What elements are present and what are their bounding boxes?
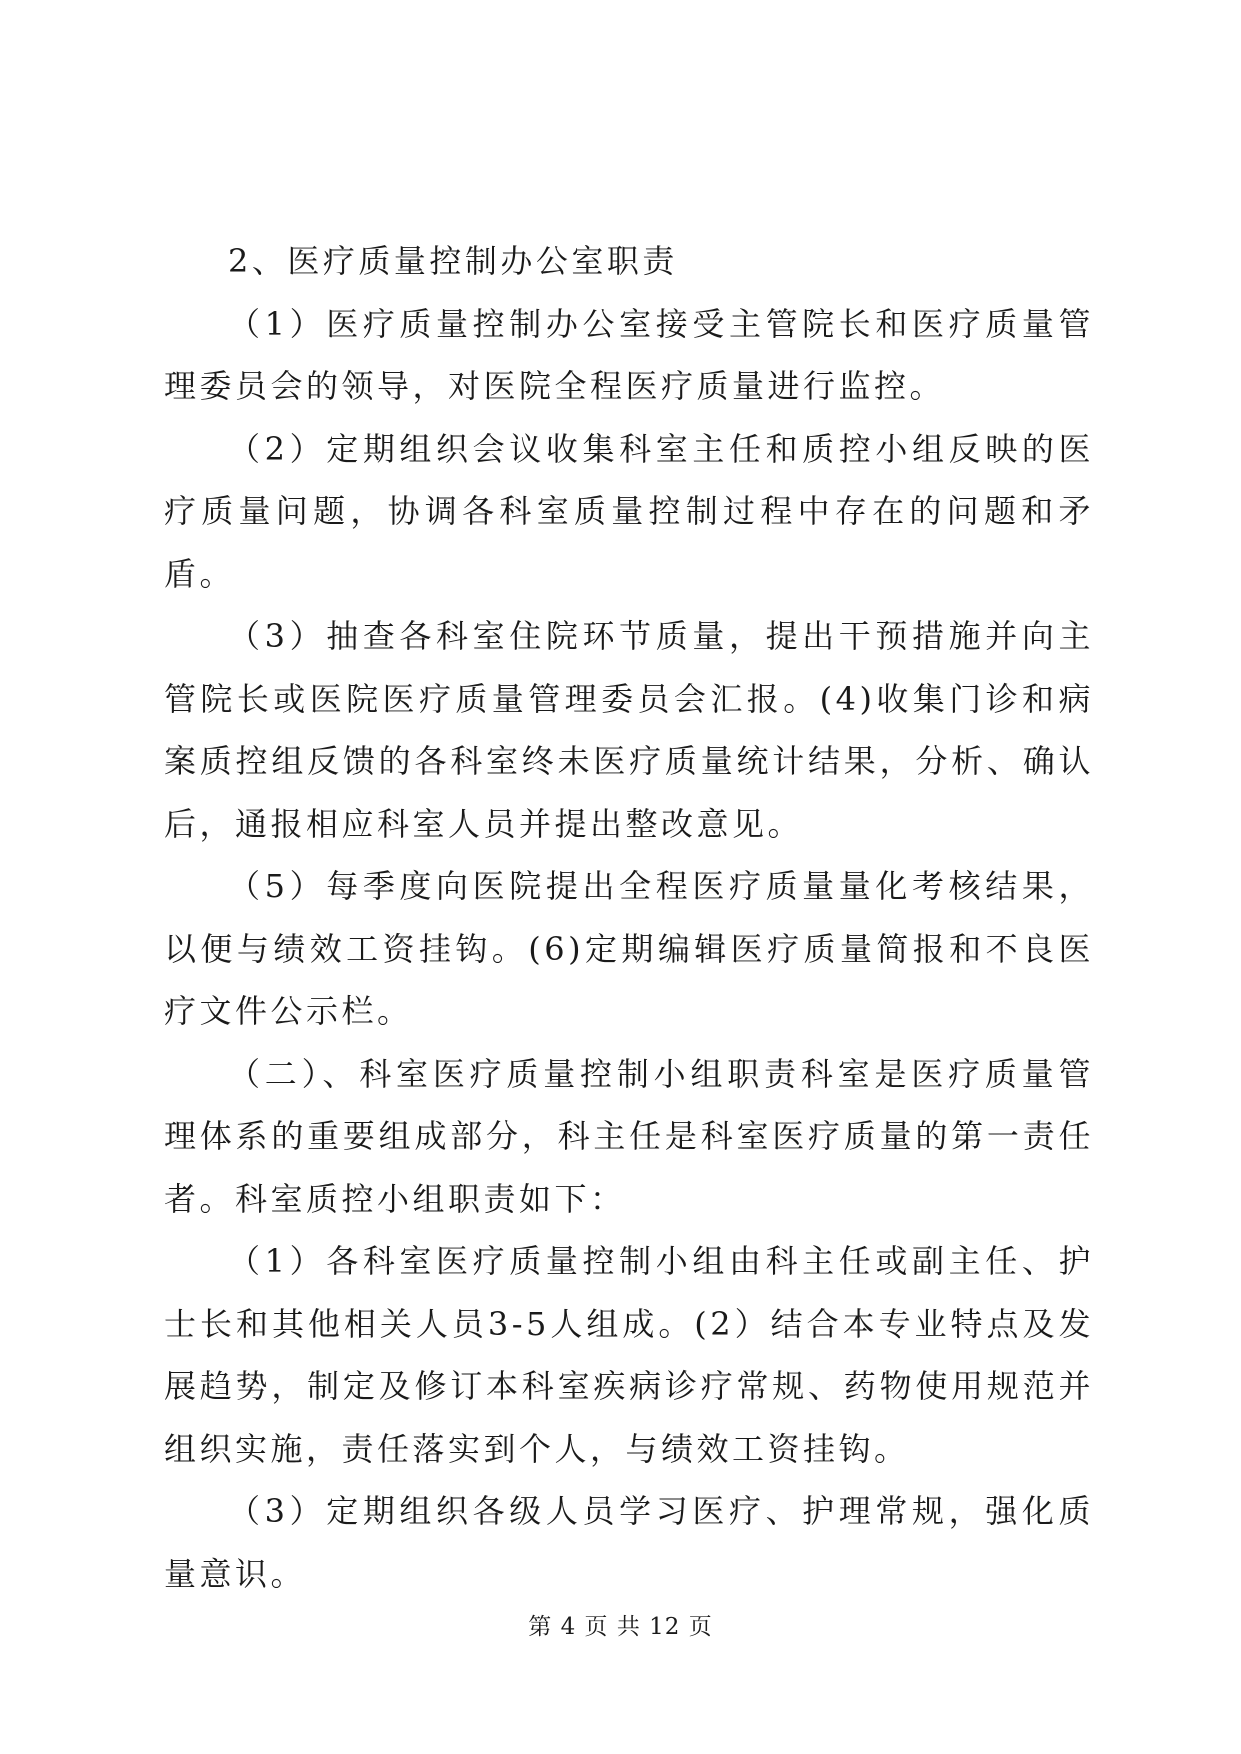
document-body xyxy=(164,230,1094,1605)
paragraph: （1）各科室医疗质量控制小组由科主任或副主任、护士长和其他相关人员3-5人组成。(2）结合本专业特点及发展趋势，制定及修订本科室疾病诊疗常规、药物使用规范并组织实施，责任落实到个人，与绩效工资挂钩。 xyxy=(164,1242,1094,1468)
paragraph: （二）、科室医疗质量控制小组职责科室是医疗质量管理体系的重要组成部分，科主任是科室医疗质量的第一责任者。科室质控小组职责如下： xyxy=(164,1054,1094,1218)
section-heading: 2、医疗质量控制办公室职责 xyxy=(228,242,678,280)
page-number-footer: 第 4 页 共 12 页 xyxy=(528,1614,713,1640)
paragraph: （2）定期组织会议收集科室主任和质控小组反映的医疗质量问题，协调各科室质量控制过程中存在的问题和矛盾。 xyxy=(164,429,1094,593)
paragraph: （3）抽查各科室住院环节质量，提出干预措施并向主管院长或医院医疗质量管理委员会汇报。(4)收集门诊和病案质控组反馈的各科室终未医疗质量统计结果，分析、确认后，通报相应科室人员并提出整改意见。 xyxy=(164,617,1094,843)
paragraph: （3）定期组织各级人员学习医疗、护理常规，强化质量意识。 xyxy=(164,1492,1094,1593)
paragraph: （1）医疗质量控制办公室接受主管院长和医疗质量管理委员会的领导，对医院全程医疗质量进行监控。 xyxy=(164,304,1094,405)
paragraph: （5）每季度向医院提出全程医疗质量量化考核结果，以便与绩效工资挂钩。(6)定期编辑医疗质量简报和不良医疗文件公示栏。 xyxy=(164,867,1094,1030)
